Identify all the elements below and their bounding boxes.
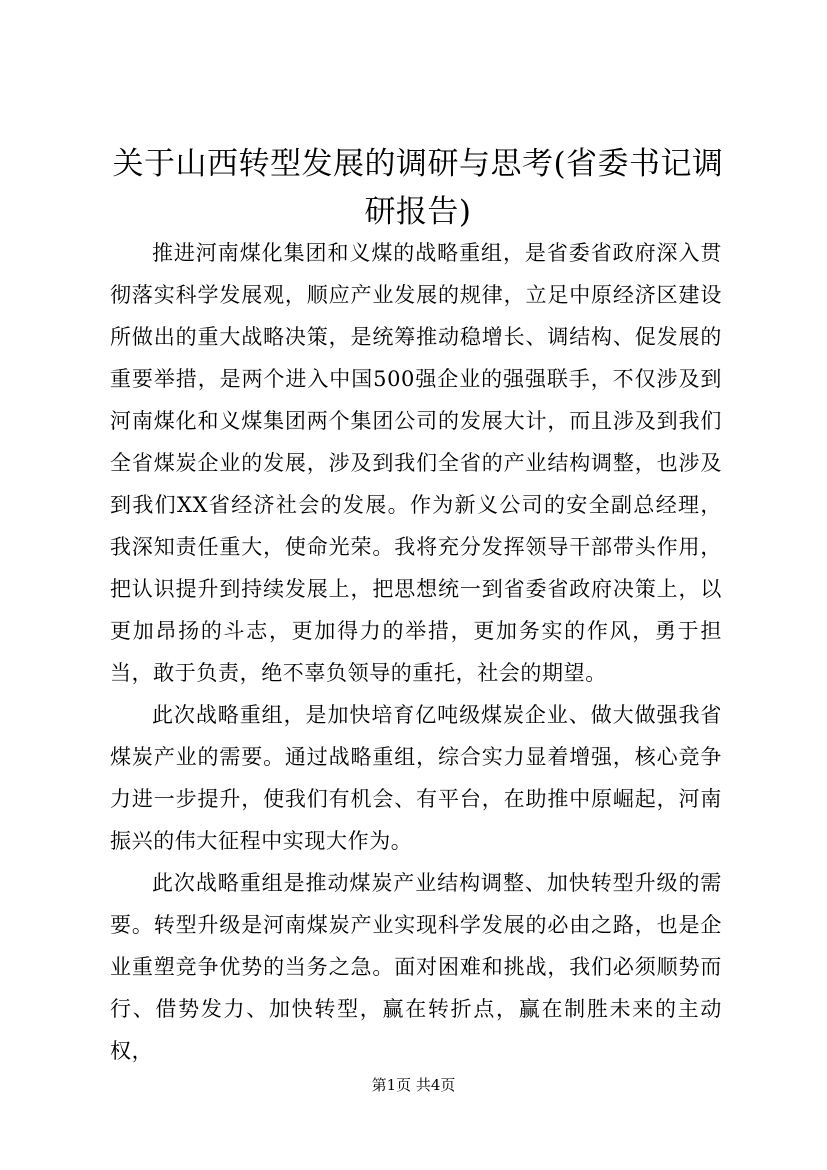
paragraph: 此次战略重组，是加快培育亿吨级煤炭企业、做大做强我省煤炭产业的需要。通过战略重组，综合实力显着增强，核心竞争力进一步提升，使我们有机会、有平台，在助推中原崛起，河南振兴的伟大征程中实现大作为。 bbox=[110, 703, 722, 853]
paragraph: 推进河南煤化集团和义煤的战略重组，是省委省政府深入贯彻落实科学发展观，顺应产业发展的规律，立足中原经济区建设所做出的重大战略决策，是统筹推动稳增长、调结构、促发展的重要举措，是两个进入中国500强企业的强强联手，不仅涉及到河南煤化和义煤集团两个集团公司的发展大计，而且涉及到我们全省煤炭企业的发展，涉及到我们全省的产业结构调整，也涉及到我们XX省经济社会的发展。作为新义公司的安全副总经理，我深知责任重大，使命光荣。我将充分发挥领导干部带头作用，把认识提升到持续发展上，把思想统一到省委省政府决策上，以更加昂扬的斗志，更加得力的举措，更加务实的作风，勇于担当，敢于负责，绝不辜负领导的重托，社会的期望。 bbox=[110, 241, 722, 685]
paragraph: 此次战略重组是推动煤炭产业结构调整、加快转型升级的需要。转型升级是河南煤炭产业实现科学发展的必由之路，也是企业重塑竞争优势的当务之急。面对困难和挑战，我们必须顺势而行、借势发力、加快转型，赢在转折点，赢在制胜未来的主动权， bbox=[110, 871, 722, 1063]
document-body bbox=[110, 232, 722, 1072]
page-number-footer: 第1页 共4页 bbox=[371, 1076, 456, 1094]
document-title: 关于山西转型发展的调研与思考(省委书记调研报告) bbox=[112, 146, 724, 230]
